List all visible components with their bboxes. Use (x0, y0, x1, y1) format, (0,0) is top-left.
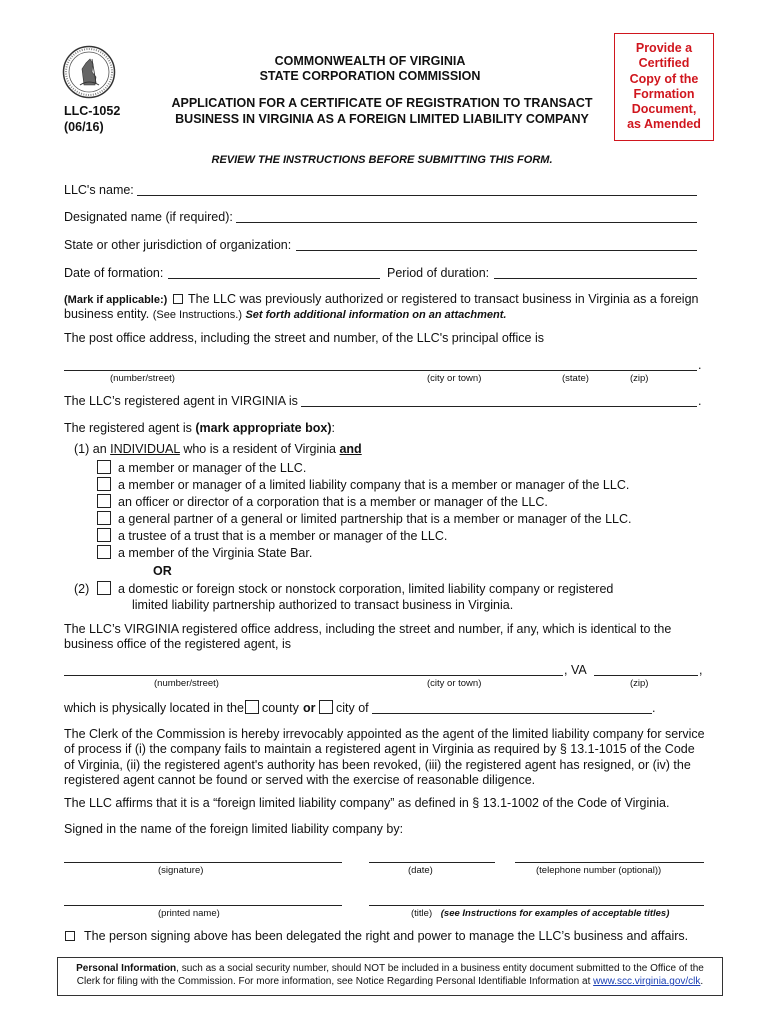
date-field[interactable] (369, 862, 495, 863)
caption-title (411, 908, 669, 919)
principal-office-period: . (698, 358, 702, 372)
notice-line: Provide a (635, 41, 693, 55)
clerk-line: registered agent cannot be found or served with the exercise of reasonable diligence. (64, 772, 536, 787)
option2-number: (2) (74, 582, 90, 596)
designated-name-field[interactable] (236, 222, 697, 223)
agent-option-member-checkbox[interactable] (97, 460, 111, 474)
period-duration-field[interactable] (494, 278, 697, 279)
delegation-text: The person signing above has been delegated the right and power to manage the LLC’s business and affairs. (84, 929, 689, 943)
agent-type-label (64, 421, 335, 435)
delegation-checkbox[interactable] (65, 931, 75, 941)
notice-line: Copy of the (629, 71, 699, 86)
caption-city: (city or town) (427, 373, 482, 384)
signed-label: Signed in the name of the foreign limited liability company by: (64, 822, 404, 836)
notice-line: as Amended (627, 117, 701, 132)
see-instructions: (See Instructions.) (152, 309, 242, 321)
personal-info-bold: Personal Information (76, 963, 177, 974)
mark-if-applicable: (Mark if applicable:) (64, 294, 168, 306)
city-checkbox[interactable] (319, 700, 333, 714)
prior-auth-line1 (64, 292, 699, 306)
title-field[interactable] (369, 905, 704, 906)
and-text: and (339, 442, 362, 456)
registered-agent-field[interactable] (301, 406, 697, 407)
personal-info-line1 (58, 962, 722, 975)
title-note: (see Instructions for examples of acceptable titles) (440, 908, 670, 919)
option1-resident: who is a resident of Virginia (183, 442, 336, 456)
clerk-line: of Virginia, (ii) the registered agent's authority has been revoked, (iii) the registered agent has resigned, or (iv) the (64, 757, 691, 772)
agent-option-text: a member or manager of the LLC. (118, 461, 307, 475)
caption-street: (number/street) (154, 678, 219, 689)
affirm-statement: The LLC affirms that it is a “foreign limited liability company” as defined in § 13.1-1002 of the Code of Virginia. (64, 796, 670, 810)
designated-name-label: Designated name (if required): (64, 210, 233, 224)
located-label: which is physically located in the (64, 701, 244, 715)
option2-text: a domestic or foreign stock or nonstock corporation, limited liability company or registered (118, 582, 614, 596)
personal-info-end: . (700, 976, 704, 987)
prior-auth-text: The LLC was previously authorized or registered to transact business in Virginia as a foreign (188, 292, 699, 306)
caption-zip: (zip) (630, 678, 649, 689)
caption-printed-name: (printed name) (158, 908, 220, 919)
registered-office-zip-field[interactable] (594, 675, 698, 676)
agent-option-text: a general partner of a general or limited partnership that is a member or manager of the LLC. (118, 512, 632, 526)
registered-agent-label: The LLC’s registered agent in VIRGINIA is (64, 394, 298, 408)
personal-info-text2: Clerk for filing with the Commission. For more information, see Notice Regarding Personal Identifiable Information at (76, 976, 591, 987)
agent-option-text: a member or manager of a limited liability company that is a member or manager of the LLC. (118, 478, 630, 492)
jurisdiction-field[interactable] (296, 250, 697, 251)
signature-field[interactable] (64, 862, 342, 863)
printed-name-field[interactable] (64, 905, 342, 906)
option1-label (74, 442, 362, 456)
or-separator: OR (153, 564, 172, 578)
caption-zip: (zip) (630, 373, 649, 384)
jurisdiction-label: State or other jurisdiction of organization: (64, 238, 292, 252)
agent-option-text: a member of the Virginia State Bar. (118, 546, 313, 560)
personal-info-text1: , such as a social security number, should NOT be included in a business entity document submitted to the Office of the (176, 963, 704, 974)
prior-auth-checkbox[interactable] (173, 294, 183, 304)
clerk-line: The Clerk of the Commission is hereby irrevocably appointed as the agent of the limited liability company for service (64, 727, 705, 741)
clerk-line: of process if (i) the company fails to maintain a registered agent in Virginia as required by § 13.1-1015 of the Code (64, 742, 695, 757)
principal-office-label: The post office address, including the street and number, of the LLC's principal office is (64, 331, 544, 345)
option1-prefix: (1) an (74, 442, 107, 456)
scc-clerk-link[interactable]: www.scc.virginia.gov/clk (593, 976, 701, 987)
caption-street: (number/street) (110, 373, 175, 384)
colon: : (331, 421, 335, 435)
individual-text: INDIVIDUAL (110, 442, 180, 456)
caption-date: (date) (408, 865, 433, 876)
form-date: (06/16) (64, 120, 104, 134)
header-state: COMMONWEALTH OF VIRGINIA (274, 54, 466, 68)
agent-option-text: a trustee of a trust that is a member or manager of the LLC. (118, 529, 448, 543)
date-formation-label: Date of formation: (64, 266, 164, 280)
agent-option-entity-checkbox[interactable] (97, 581, 111, 595)
or-label: or (303, 701, 316, 715)
locality-field[interactable] (372, 713, 652, 714)
agent-option-bar-checkbox[interactable] (97, 545, 111, 559)
notice-line: Certified (638, 56, 690, 71)
agent-option-officer-checkbox[interactable] (97, 494, 111, 508)
agent-option-trustee-checkbox[interactable] (97, 528, 111, 542)
county-label: county (262, 701, 299, 715)
mark-box-instruction: (mark appropriate box) (195, 421, 332, 435)
principal-office-field[interactable] (64, 370, 697, 371)
agent-option-llc-member-checkbox[interactable] (97, 477, 111, 491)
form-title-line2: BUSINESS IN VIRGINIA AS A FOREIGN LIMITED LIABILITY COMPANY (175, 112, 589, 126)
registered-agent-period: . (698, 394, 702, 408)
date-formation-field[interactable] (168, 278, 380, 279)
review-instructions: REVIEW THE INSTRUCTIONS BEFORE SUBMITTING THIS FORM. (211, 154, 553, 166)
notice-line: Formation (633, 86, 695, 101)
registered-office-street-field[interactable] (64, 675, 563, 676)
form-title-line1: APPLICATION FOR A CERTIFICATE OF REGISTRATION TO TRANSACT (171, 96, 593, 110)
prior-auth-text2: business entity. (64, 307, 150, 321)
agent-option-partner-checkbox[interactable] (97, 511, 111, 525)
caption-state: (state) (562, 373, 589, 384)
agent-type-text: The registered agent is (64, 421, 192, 435)
locality-period: . (652, 701, 656, 715)
registered-office-label: The LLC’s VIRGINIA registered office address, including the street and number, if any, which is identical to the (64, 622, 672, 636)
header-commission: STATE CORPORATION COMMISSION (259, 69, 481, 83)
zip-comma: , (699, 663, 703, 677)
city-of-label: city of (336, 701, 369, 715)
agent-option-text: an officer or director of a corporation that is a member or manager of the LLC. (118, 495, 548, 509)
option2-text: limited liability partnership authorized to transact business in Virginia. (132, 598, 514, 612)
registered-office-label: business office of the registered agent, is (64, 637, 291, 651)
personal-info-notice (57, 957, 723, 996)
prior-auth-line2 (64, 307, 506, 321)
personal-info-line2 (58, 975, 722, 988)
caption-city: (city or town) (427, 678, 482, 689)
caption-signature: (signature) (158, 865, 204, 876)
certified-copy-notice (614, 33, 714, 141)
phone-field[interactable] (515, 862, 704, 863)
clerk-paragraph (64, 727, 705, 788)
title-caption-text: (title) (411, 908, 433, 919)
virginia-seal (62, 45, 116, 99)
period-duration-label: Period of duration: (387, 266, 490, 280)
form-number: LLC-1052 (64, 104, 121, 118)
attachment-note: Set forth additional information on an attachment. (245, 309, 507, 321)
caption-phone: (telephone number (optional)) (536, 865, 662, 876)
va-label: , VA (564, 663, 587, 677)
notice-line: Document, (631, 102, 697, 117)
llc-name-field[interactable] (137, 195, 697, 196)
llc-name-label: LLC's name: (64, 183, 134, 197)
county-checkbox[interactable] (245, 700, 259, 714)
